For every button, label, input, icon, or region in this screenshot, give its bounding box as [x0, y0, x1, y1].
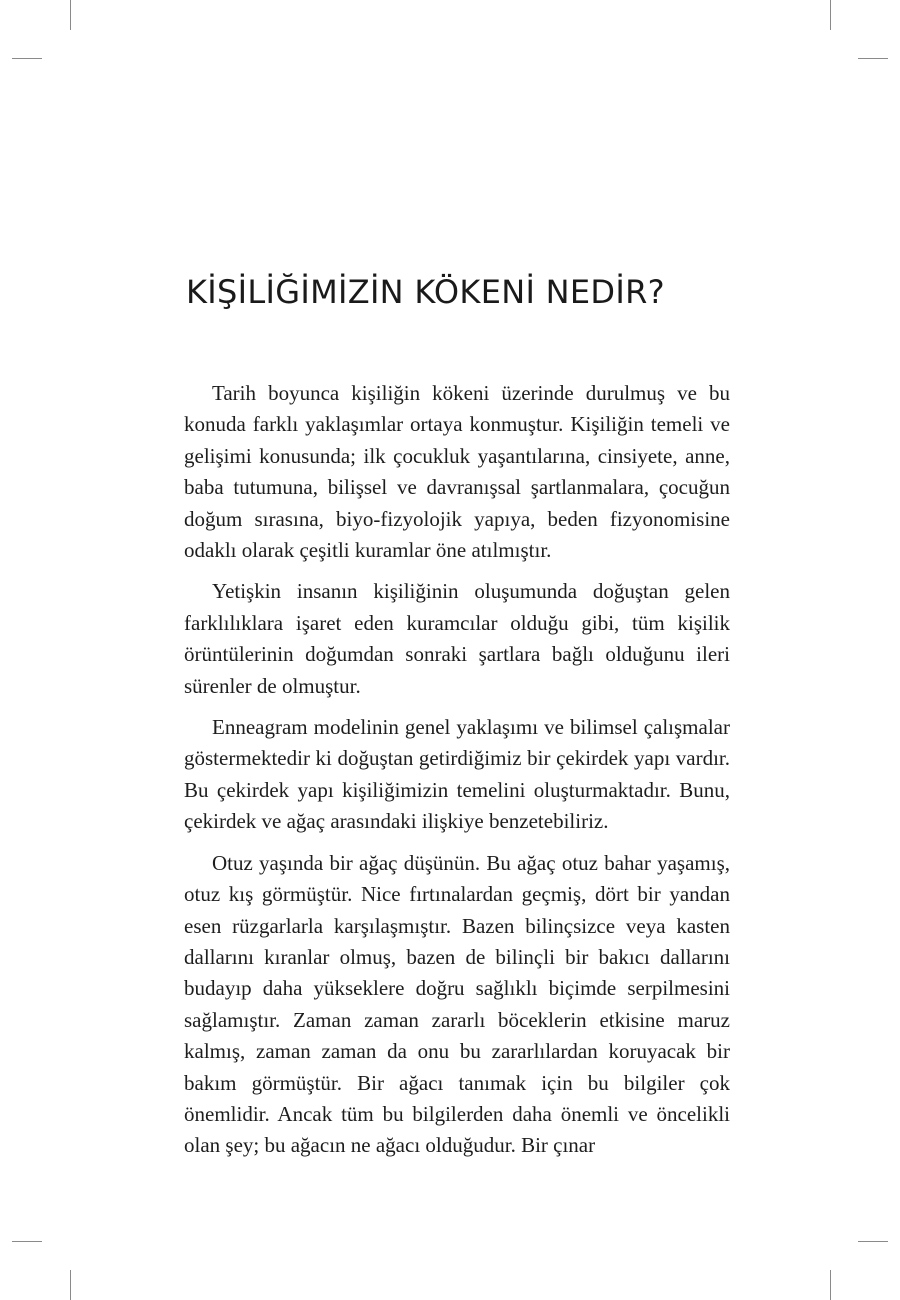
crop-mark-bottom-right: [830, 1270, 831, 1300]
crop-mark-top-left: [70, 0, 71, 30]
crop-mark-right-bottom: [858, 1241, 888, 1242]
crop-mark-right-top: [858, 58, 888, 59]
crop-mark-top-right: [830, 0, 831, 30]
paragraph: Otuz yaşında bir ağaç düşünün. Bu ağaç otuz bahar yaşamış, otuz kış görmüştür. Nice fırtınalardan geçmiş, dört bir yandan esen rüzgarlarla karşılaşmıştır. Bazen bilinçsizce veya kasten dallarını kıranlar olmuş, bazen de bilinçli bir bakıcı dallarını budayıp daha yükseklere doğru sağlıklı biçimde serpilmesini sağlamıştır. Zaman zaman zararlı böceklerin etkisine maruz kalmış, zaman zaman da onu bu zararlılardan koruyacak bir bakım görmüştür. Bir ağacı tanımak için bu bilgiler çok önemlidir. Ancak tüm bu bilgilerden daha önemli ve öncelikli olan şey; bu ağacın ne ağacı olduğudur. Bir çınar: [184, 850, 730, 1158]
paragraph: Enneagram modelinin genel yaklaşımı ve bilimsel çalışmalar göstermektedir ki doğuştan getirdiğimiz bir çekirdek yapı vardır. Bu çekirdek yapı kişiliğimizin temelini oluşturmaktadır. Bunu, çekirdek ve ağaç arasındaki ilişkiye benzetebiliriz.: [184, 715, 730, 834]
chapter-title: KİŞİLİĞİMİZİN KÖKENİ NEDİR?: [186, 273, 665, 311]
body-text: [184, 378, 730, 1172]
paragraph: Yetişkin insanın kişiliğinin oluşumunda doğuştan gelen farklılıklara işaret eden kuramcılar olduğu gibi, tüm kişilik örüntülerinin doğumdan sonraki şartlara bağlı olduğunu ileri sürenler de olmuştur.: [184, 579, 730, 698]
crop-mark-left-bottom: [12, 1241, 42, 1242]
crop-mark-bottom-left: [70, 1270, 71, 1300]
crop-mark-left-top: [12, 58, 42, 59]
paragraph: Tarih boyunca kişiliğin kökeni üzerinde durulmuş ve bu konuda farklı yaklaşımlar ortaya konmuştur. Kişiliğin temeli ve gelişimi konusunda; ilk çocukluk yaşantılarına, cinsiyete, anne, baba tutumuna, bilişsel ve davranışsal şartlanmalara, çocuğun doğum sırasına, biyo-fizyolojik yapıya, beden fizyonomisine odaklı olarak çeşitli kuramlar öne atılmıştır.: [184, 381, 730, 563]
